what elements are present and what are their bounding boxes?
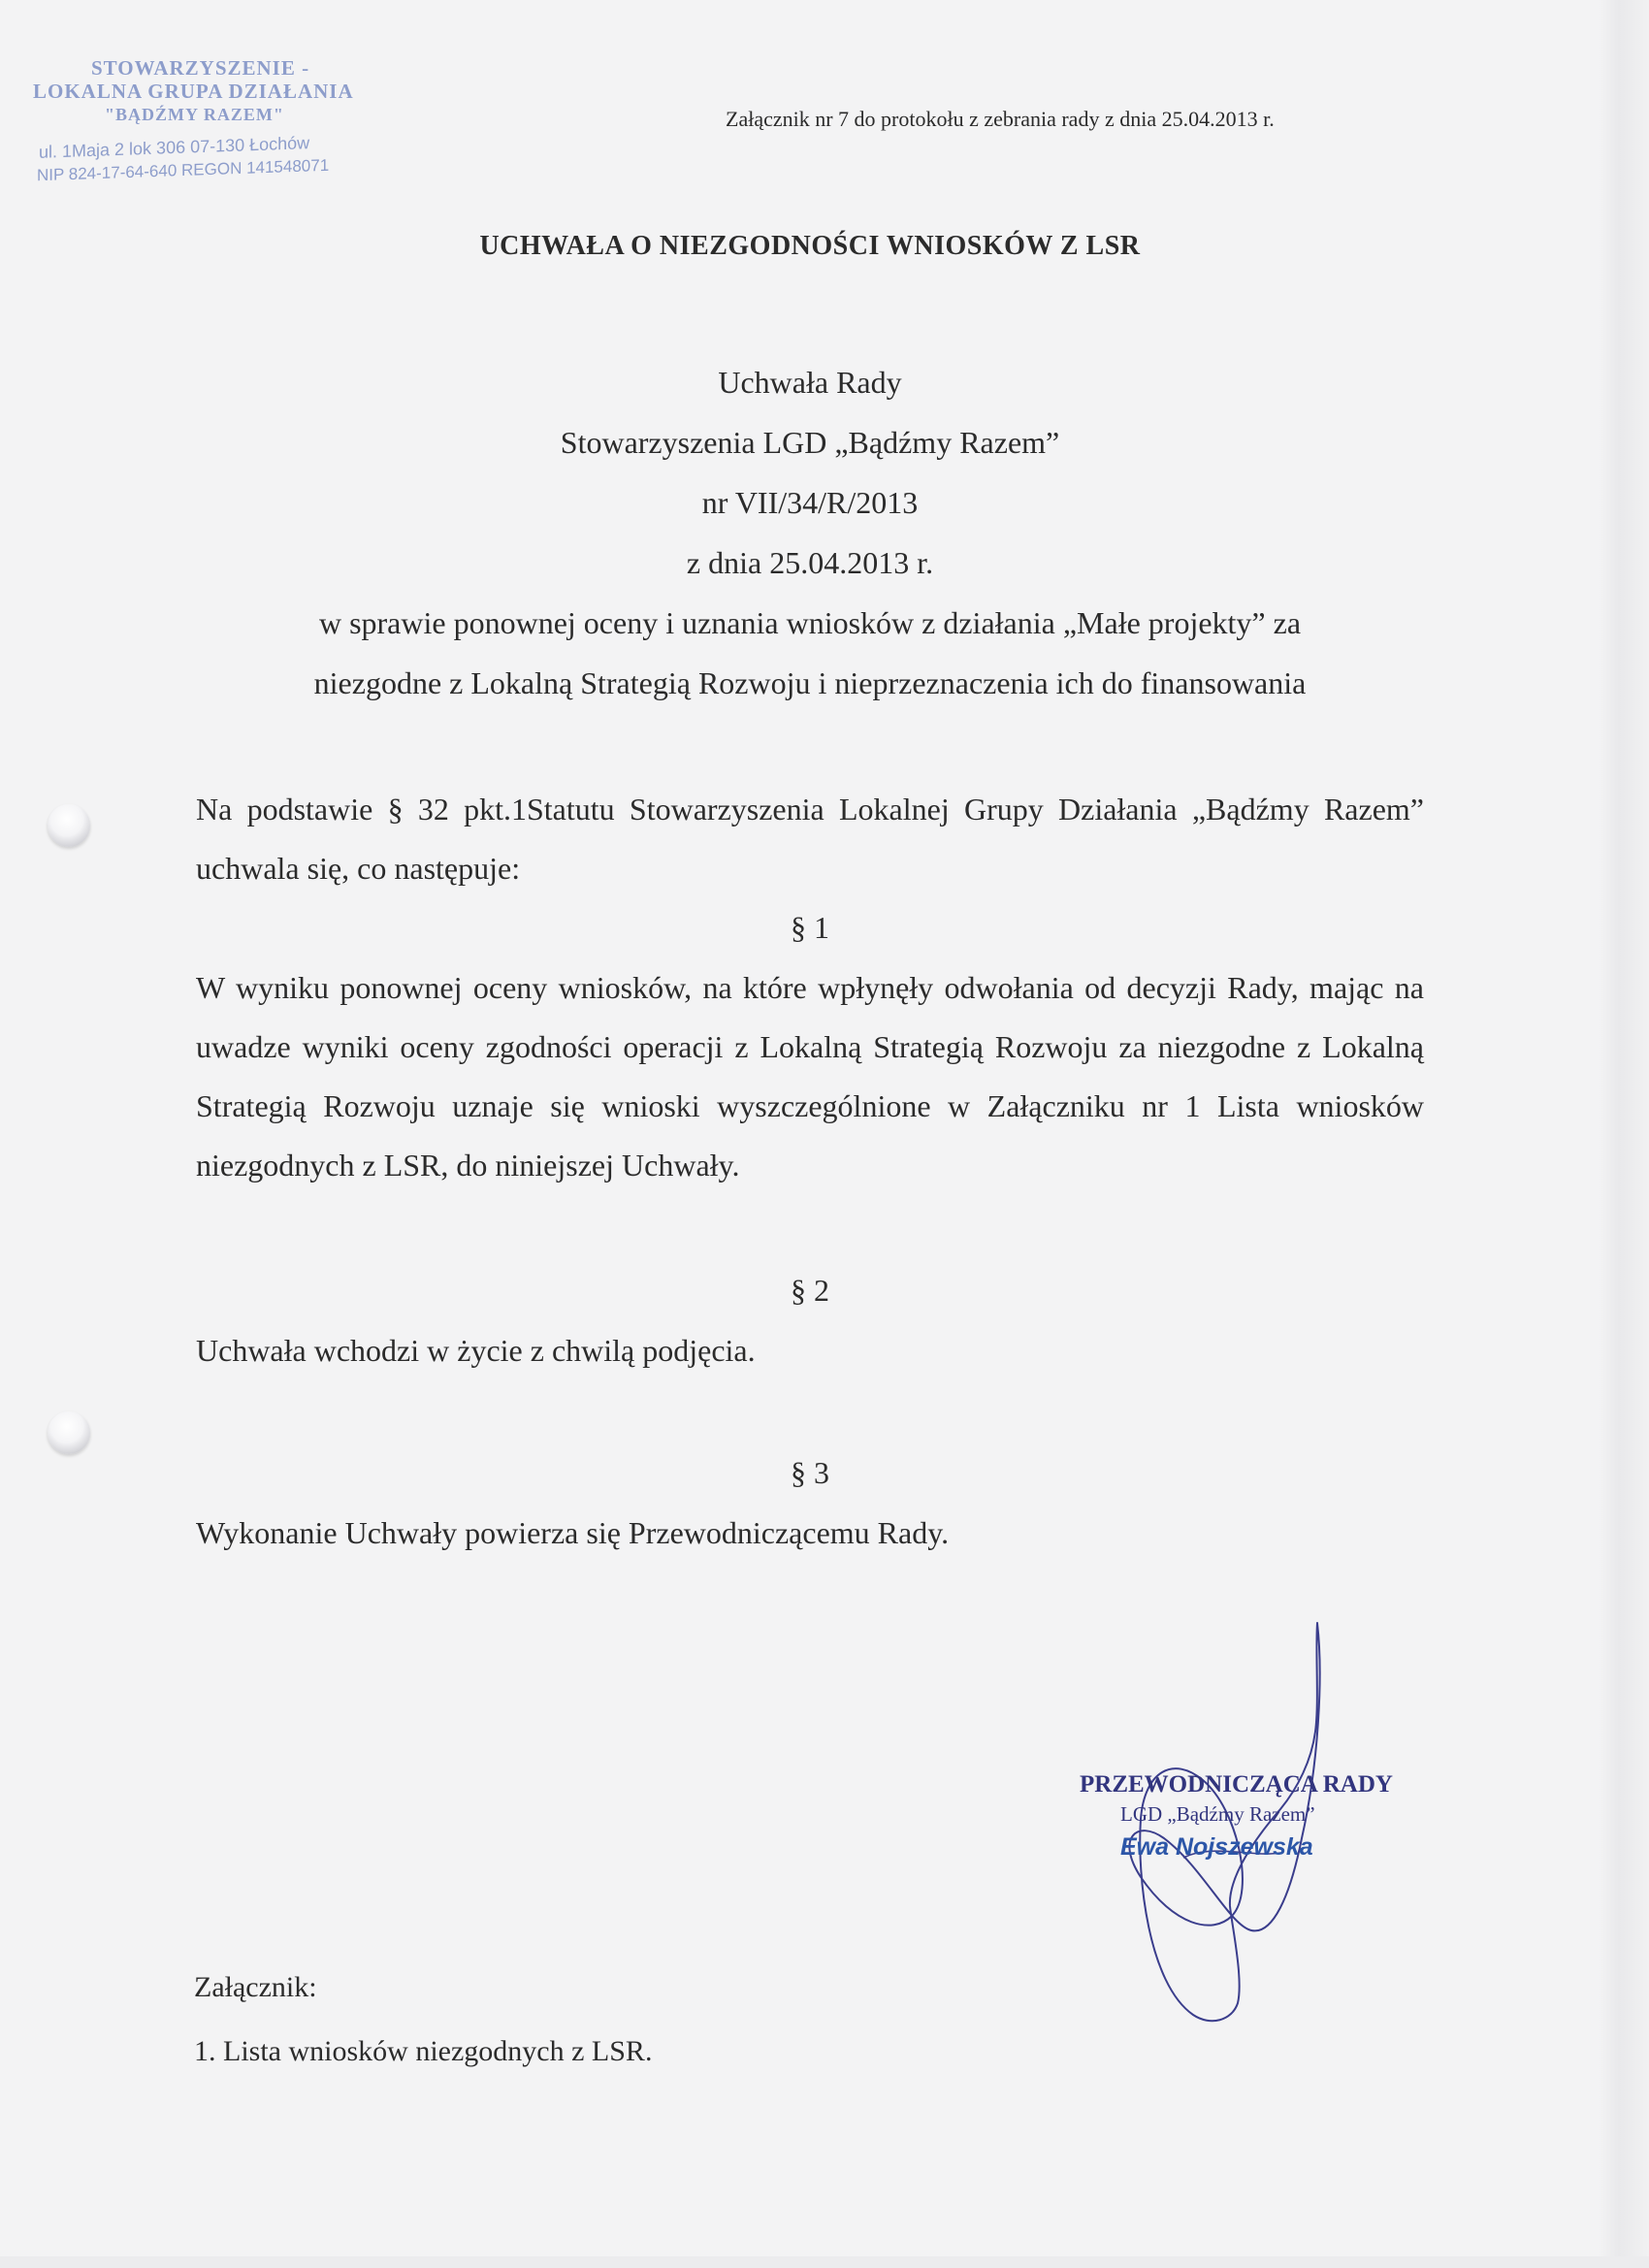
resolution-subject-1: w sprawie ponownej oceny i uznania wniosków z działania „Małe projekty” za <box>318 605 1302 640</box>
stamp-ids: NIP 824-17-64-640 REGON 141548071 <box>37 155 330 185</box>
signature-name: Ewa Nojszewska <box>1120 1833 1313 1861</box>
attachment-label: Załącznik: <box>194 1971 317 2003</box>
resolution-line-2: Stowarzyszenia LGD „Bądźmy Razem” <box>560 425 1060 460</box>
section-1-mark: § 1 <box>791 910 829 945</box>
section-1-text: W wyniku ponownej oceny wniosków, na które wpłynęły odwołania od decyzji Rady, mając na uwadze wyniki oceny zgodności operacji z Lokalną Strategią Rozwoju za niezgodne z Lokalną Strategią Rozwoju uznaje się wnioski wyszczególnione w Załączniku nr 1 Lista wniosków niezgodnych z LSR, do niniejszej Uchwały. <box>196 970 1424 1183</box>
section-2-text: Uchwała wchodzi w życie z chwilą podjęcia. <box>196 1333 756 1368</box>
stamp-line-3: "BĄDŹMY RAZEM" <box>105 105 284 124</box>
punch-hole-bottom <box>48 1411 90 1454</box>
section-3-mark: § 3 <box>791 1455 829 1490</box>
section-2-mark: § 2 <box>791 1273 829 1308</box>
scan-bottom-edge <box>0 2256 1649 2268</box>
scan-edge <box>1599 0 1649 2268</box>
intro-paragraph: Na podstawie § 32 pkt.1Statutu Stowarzyszenia Lokalnej Grupy Działania „Bądźmy Razem” uchwala się, co następuje: <box>196 792 1424 886</box>
document-title: UCHWAŁA O NIEZGODNOŚCI WNIOSKÓW Z LSR <box>479 231 1141 261</box>
signature-block <box>1048 1727 1397 2076</box>
resolution-subject-2: niezgodne z Lokalną Strategią Rozwoju i nieprzeznaczenia ich do finansowania <box>313 665 1307 700</box>
resolution-date: z dnia 25.04.2013 r. <box>686 545 934 580</box>
stamp-address: ul. 1Maja 2 lok 306 07-130 Łochów <box>39 133 310 162</box>
protocol-attachment-note: Załącznik nr 7 do protokołu z zebrania rady z dnia 25.04.2013 r. <box>726 107 1275 131</box>
stamp-line-1: STOWARZYSZENIE - <box>91 56 310 80</box>
resolution-number: nr VII/34/R/2013 <box>701 485 919 520</box>
section-3-text: Wykonanie Uchwały powierza się Przewodniczącemu Rady. <box>196 1515 950 1550</box>
signature-organization: LGD „Bądźmy Razem” <box>1120 1802 1315 1826</box>
signature-title: PRZEWODNICZĄCA RADY <box>1080 1771 1393 1798</box>
organization-stamp <box>27 50 415 196</box>
resolution-line-1: Uchwała Rady <box>718 365 902 400</box>
attachment-item: 1. Lista wniosków niezgodnych z LSR. <box>194 2035 653 2067</box>
punch-hole-top <box>48 804 90 847</box>
stamp-line-2: LOKALNA GRUPA DZIAŁANIA <box>33 80 354 103</box>
